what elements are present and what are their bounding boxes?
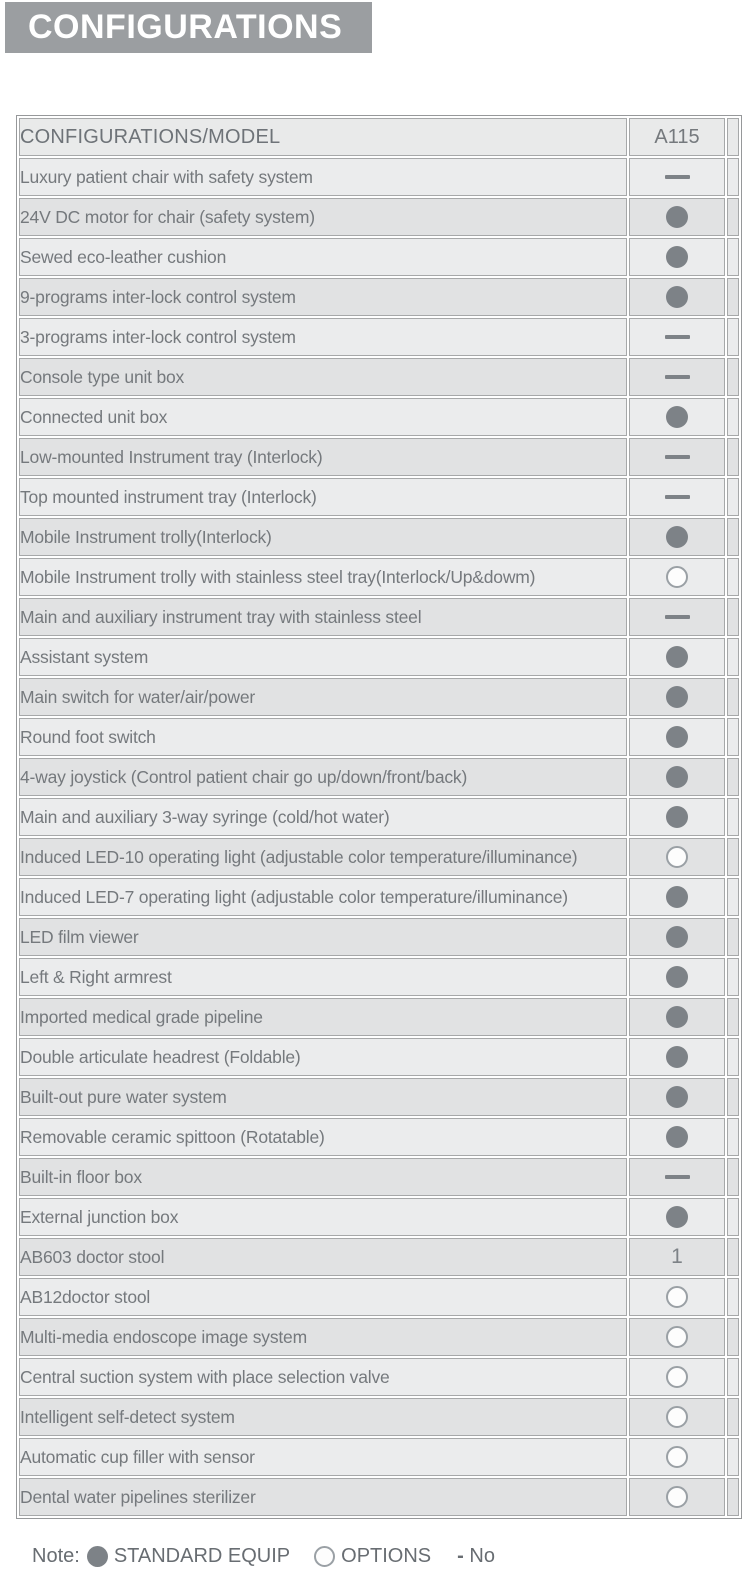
config-label: Top mounted instrument tray (Interlock)	[19, 478, 627, 516]
options-icon	[666, 846, 688, 868]
standard-equip-icon	[666, 806, 688, 828]
config-label: Assistant system	[19, 638, 627, 676]
config-value	[629, 478, 725, 516]
table-row	[19, 1238, 739, 1276]
table-edge-sliver	[727, 798, 739, 836]
no-dash-icon	[665, 1175, 690, 1179]
table-edge-sliver	[727, 838, 739, 876]
table-edge-sliver	[727, 1158, 739, 1196]
config-value	[629, 1438, 725, 1476]
table-row	[19, 1278, 739, 1316]
standard-equip-icon	[666, 886, 688, 908]
table-row	[19, 1318, 739, 1356]
table-row	[19, 758, 739, 796]
config-value	[629, 1118, 725, 1156]
standard-equip-icon	[666, 726, 688, 748]
table-edge-sliver	[727, 558, 739, 596]
standard-equip-icon	[666, 1206, 688, 1228]
table-row	[19, 798, 739, 836]
page-title-banner	[5, 2, 372, 53]
table-edge-sliver	[727, 1118, 739, 1156]
table-edge-sliver	[727, 638, 739, 676]
config-label: Main and auxiliary 3-way syringe (cold/hot water)	[19, 798, 627, 836]
config-value	[629, 558, 725, 596]
table-row	[19, 158, 739, 196]
config-value	[629, 1318, 725, 1356]
config-value	[629, 598, 725, 636]
table-edge-sliver	[727, 678, 739, 716]
config-value	[629, 1078, 725, 1116]
table-row	[19, 1198, 739, 1236]
table-edge-sliver	[727, 198, 739, 236]
no-dash-icon	[665, 375, 690, 379]
config-value	[629, 718, 725, 756]
config-label: Main switch for water/air/power	[19, 678, 627, 716]
standard-equip-icon	[666, 406, 688, 428]
config-label: LED film viewer	[19, 918, 627, 956]
config-label: Induced LED-10 operating light (adjustable color temperature/illuminance)	[19, 838, 627, 876]
header-a115-cell: A115	[629, 118, 725, 156]
table-row	[19, 598, 739, 636]
table-row	[19, 1398, 739, 1436]
config-value	[629, 1238, 725, 1276]
table-row	[19, 238, 739, 276]
table-edge-sliver	[727, 518, 739, 556]
config-value	[629, 238, 725, 276]
config-value	[629, 1158, 725, 1196]
config-label: Multi-media endoscope image system	[19, 1318, 627, 1356]
table-edge-sliver	[727, 1198, 739, 1236]
table-edge-sliver	[727, 918, 739, 956]
table-row	[19, 958, 739, 996]
table-header-row	[19, 118, 739, 156]
table-row	[19, 1478, 739, 1516]
config-value	[629, 918, 725, 956]
config-label: Mobile Instrument trolly with stainless steel tray(Interlock/Up&dowm)	[19, 558, 627, 596]
config-value	[629, 198, 725, 236]
config-label: Main and auxiliary instrument tray with stainless steel	[19, 598, 627, 636]
table-row	[19, 1118, 739, 1156]
table-row	[19, 518, 739, 556]
config-value	[629, 838, 725, 876]
legend-note	[32, 1541, 495, 1571]
config-table-body	[19, 118, 739, 1516]
no-dash-icon	[665, 615, 690, 619]
legend-no-dash: -	[457, 1544, 464, 1567]
table-row	[19, 1438, 739, 1476]
table-edge-sliver	[727, 1398, 739, 1436]
config-value	[629, 278, 725, 316]
table-edge-sliver	[727, 398, 739, 436]
page-title: CONFIGURATIONS	[28, 8, 343, 46]
options-icon	[666, 566, 688, 588]
config-value	[629, 358, 725, 396]
table-row	[19, 918, 739, 956]
config-label: 24V DC motor for chair (safety system)	[19, 198, 627, 236]
config-label: Dental water pipelines sterilizer	[19, 1478, 627, 1516]
table-edge-sliver	[727, 998, 739, 1036]
table-edge-sliver	[727, 358, 739, 396]
config-value	[629, 1038, 725, 1076]
legend-no-word: No	[469, 1544, 495, 1567]
table-edge-sliver	[727, 718, 739, 756]
config-label: 9-programs inter-lock control system	[19, 278, 627, 316]
table-edge-sliver	[727, 478, 739, 516]
table-row	[19, 878, 739, 916]
table-row	[19, 398, 739, 436]
config-value	[629, 998, 725, 1036]
standard-equip-icon	[666, 1006, 688, 1028]
config-label: Built-in floor box	[19, 1158, 627, 1196]
config-value	[629, 1278, 725, 1316]
table-row	[19, 1038, 739, 1076]
legend-no-label	[457, 1545, 495, 1568]
config-value	[629, 518, 725, 556]
standard-equip-icon	[666, 526, 688, 548]
config-label: Left & Right armrest	[19, 958, 627, 996]
config-label: Low-mounted Instrument tray (Interlock)	[19, 438, 627, 476]
standard-equip-icon	[666, 966, 688, 988]
table-edge-sliver	[727, 438, 739, 476]
config-value	[629, 878, 725, 916]
table-row	[19, 718, 739, 756]
table-row	[19, 838, 739, 876]
config-value	[629, 398, 725, 436]
table-row	[19, 438, 739, 476]
no-dash-icon	[665, 455, 690, 459]
config-label: 3-programs inter-lock control system	[19, 318, 627, 356]
configurations-table-wrap	[16, 115, 750, 1523]
legend-standard-label: STANDARD EQUIP	[113, 1544, 291, 1567]
options-icon	[666, 1406, 688, 1428]
config-label: Induced LED-7 operating light (adjustable color temperature/illuminance)	[19, 878, 627, 916]
config-label: Double articulate headrest (Foldable)	[19, 1038, 627, 1076]
standard-equip-icon	[666, 1126, 688, 1148]
config-label: Automatic cup filler with sensor	[19, 1438, 627, 1476]
options-icon	[666, 1366, 688, 1388]
table-edge-sliver	[727, 598, 739, 636]
config-label: 4-way joystick (Control patient chair go up/down/front/back)	[19, 758, 627, 796]
table-edge-sliver	[727, 1318, 739, 1356]
table-row	[19, 478, 739, 516]
config-value	[629, 158, 725, 196]
standard-equip-icon	[666, 926, 688, 948]
config-value	[629, 438, 725, 476]
table-edge-sliver	[727, 758, 739, 796]
config-label: Console type unit box	[19, 358, 627, 396]
table-edge-sliver	[727, 1038, 739, 1076]
standard-equip-icon	[666, 246, 688, 268]
config-label: Sewed eco-leather cushion	[19, 238, 627, 276]
table-row	[19, 1078, 739, 1116]
no-dash-icon	[665, 335, 690, 339]
config-value	[629, 1198, 725, 1236]
config-value	[629, 758, 725, 796]
standard-equip-icon	[666, 1046, 688, 1068]
table-edge-sliver	[727, 1358, 739, 1396]
table-edge-sliver	[727, 958, 739, 996]
table-edge-sliver	[727, 1438, 739, 1476]
standard-equip-icon	[666, 646, 688, 668]
config-label: External junction box	[19, 1198, 627, 1236]
config-value	[629, 318, 725, 356]
config-label: AB603 doctor stool	[19, 1238, 627, 1276]
table-row	[19, 558, 739, 596]
config-label: Intelligent self-detect system	[19, 1398, 627, 1436]
standard-equip-icon	[666, 1086, 688, 1108]
table-row	[19, 278, 739, 316]
config-label: Built-out pure water system	[19, 1078, 627, 1116]
config-label: Central suction system with place selection valve	[19, 1358, 627, 1396]
table-row	[19, 998, 739, 1036]
table-row	[19, 198, 739, 236]
table-edge-sliver	[727, 318, 739, 356]
config-value	[629, 1358, 725, 1396]
table-row	[19, 358, 739, 396]
standard-equip-icon	[666, 206, 688, 228]
options-icon	[666, 1446, 688, 1468]
header-model-cell: CONFIGURATIONS/MODEL	[19, 118, 627, 156]
config-label: Luxury patient chair with safety system	[19, 158, 627, 196]
table-edge-sliver	[727, 878, 739, 916]
config-label: AB12doctor stool	[19, 1278, 627, 1316]
config-value	[629, 1398, 725, 1436]
options-icon	[666, 1286, 688, 1308]
config-label: Connected unit box	[19, 398, 627, 436]
table-edge-sliver	[727, 1278, 739, 1316]
note-label: Note:	[32, 1544, 80, 1567]
config-label: Round foot switch	[19, 718, 627, 756]
table-edge-sliver	[727, 238, 739, 276]
table-edge-sliver	[727, 1478, 739, 1516]
config-value	[629, 798, 725, 836]
table-row	[19, 1358, 739, 1396]
options-icon	[666, 1486, 688, 1508]
table-row	[19, 318, 739, 356]
config-label: Imported medical grade pipeline	[19, 998, 627, 1036]
options-icon	[666, 1326, 688, 1348]
standard-equip-icon	[666, 766, 688, 788]
legend-standard-equip-icon	[87, 1546, 108, 1567]
table-edge-sliver	[727, 158, 739, 196]
quantity-value: 1	[671, 1245, 683, 1268]
table-row	[19, 678, 739, 716]
no-dash-icon	[665, 175, 690, 179]
legend-options-label: OPTIONS	[341, 1544, 432, 1567]
config-label: Removable ceramic spittoon (Rotatable)	[19, 1118, 627, 1156]
table-edge-sliver	[727, 1078, 739, 1116]
config-value	[629, 1478, 725, 1516]
table-row	[19, 1158, 739, 1196]
config-value	[629, 678, 725, 716]
standard-equip-icon	[666, 686, 688, 708]
configurations-table	[16, 115, 742, 1519]
table-row	[19, 638, 739, 676]
table-edge-sliver	[727, 278, 739, 316]
table-edge-sliver	[727, 1238, 739, 1276]
standard-equip-icon	[666, 286, 688, 308]
header-edge-sliver	[727, 118, 739, 156]
config-value	[629, 958, 725, 996]
config-value	[629, 638, 725, 676]
config-label: Mobile Instrument trolly(Interlock)	[19, 518, 627, 556]
no-dash-icon	[665, 495, 690, 499]
legend-options-icon	[314, 1546, 335, 1567]
